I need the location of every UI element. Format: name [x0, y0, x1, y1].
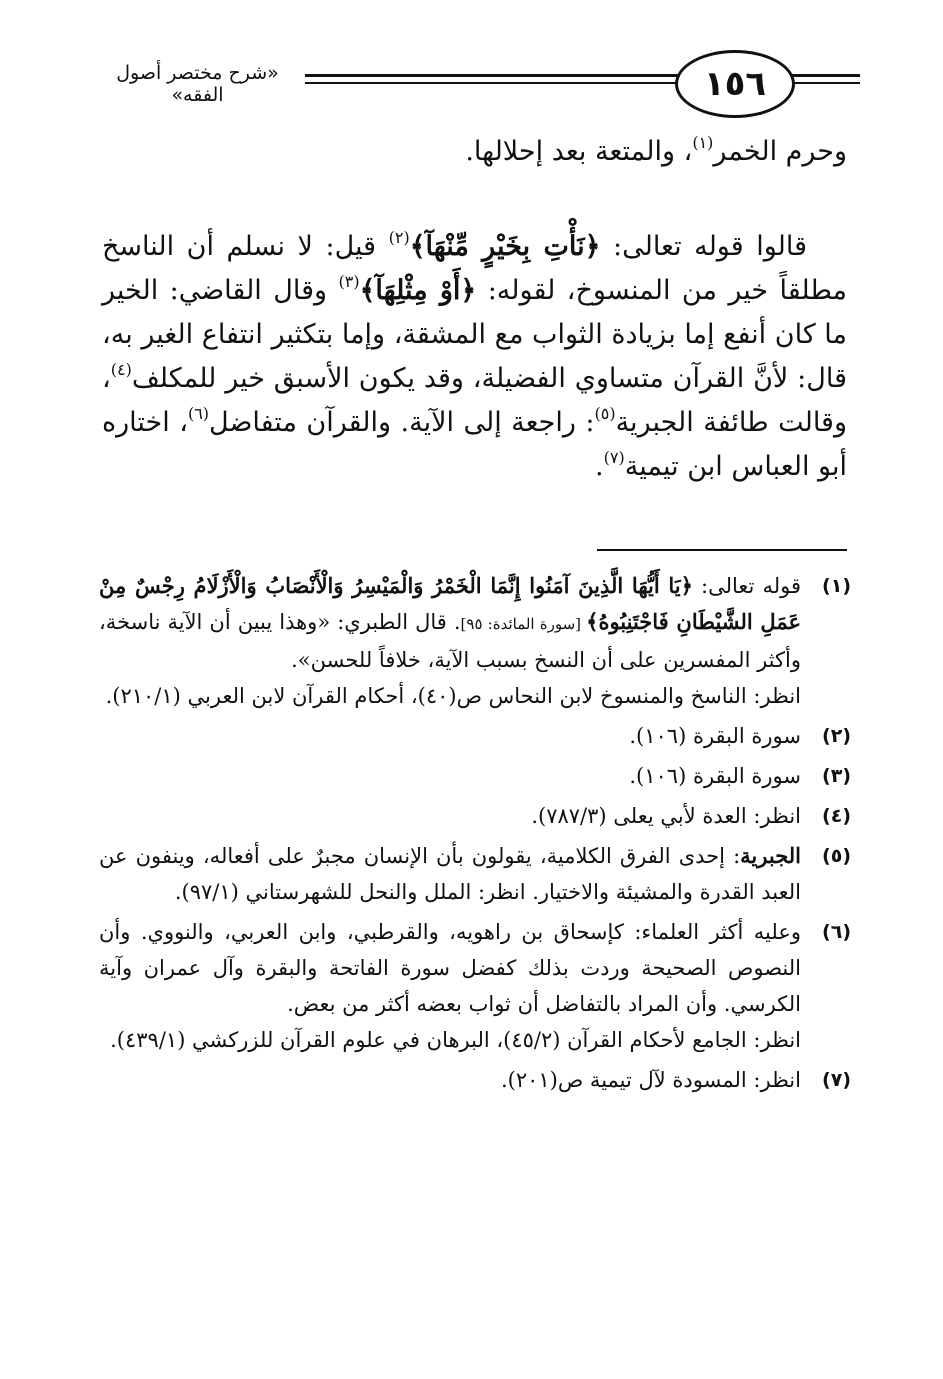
- main-text: : راجعة إلى الآية. والقرآن متفاضل: [209, 407, 595, 438]
- footnote-2: [99, 718, 851, 754]
- footnote-4: [99, 798, 851, 834]
- footnote-ref[interactable]: (٥): [594, 404, 616, 423]
- footnote-text: انظر: الجامع لأحكام القرآن (٤٥/٢)، البرهان في علوم القرآن للزركشي (٤٣٩/١).: [110, 1028, 801, 1052]
- footnote-body: انظر: العدة لأبي يعلى (٧٨٧/٣).: [531, 804, 801, 828]
- footnote-5: [99, 838, 851, 910]
- footnote-separator: [597, 549, 847, 551]
- footnote-number: (٦): [822, 921, 851, 943]
- main-text: ، وقالت طائفة الجبرية: [102, 363, 847, 438]
- footnote-text: قوله تعالى:: [692, 574, 802, 598]
- running-title: «شرح مختصر أصول الفقه»: [90, 62, 305, 106]
- footnote-text: انظر: الناسخ والمنسوخ لابن النحاس ص(٤٠)، أحكام القرآن لابن العربي (٢١٠/١).: [105, 684, 801, 708]
- main-text: .: [595, 451, 604, 482]
- footnote-3: [99, 758, 851, 794]
- footnote-number: (٣): [822, 765, 851, 787]
- main-paragraph-2: [102, 225, 847, 489]
- footnote-text: : إحدى الفرق الكلامية، يقولون بأن الإنسان مجبرٌ على أفعاله، وينفون عن العبد القدرة والمشيئة والاختيار. انظر: الملل والنحل للشهرستاني (٩٧/١).: [99, 844, 801, 904]
- quran-verse: ﴿يَا أَيُّهَا الَّذِينَ آمَنُوا إِنَّمَا الْخَمْرُ وَالْمَيْسِرُ وَالْأَنْصَابُ وَالْأَزْلَامُ رِجْسٌ مِنْ عَمَلِ الشَّيْطَانِ فَاجْتَنِبُوهُ﴾: [99, 573, 801, 634]
- main-text: ، اختاره أبو العباس ابن تيمية: [102, 407, 847, 482]
- footnote-number: (٥): [822, 845, 851, 867]
- footnote-ref[interactable]: (٤): [110, 360, 132, 379]
- main-paragraph-1: [102, 130, 847, 174]
- footnote-body: سورة البقرة (١٠٦).: [629, 764, 801, 788]
- footnote-text: . قال الطبري: «وهذا يبين أن الآية ناسخة، وأكثر المفسرين على أن النسخ بسبب الآية، خلافاً للحسن».: [99, 610, 801, 672]
- footnote-6: [99, 914, 851, 1058]
- footnote-1: [99, 568, 851, 714]
- main-text: ، والمتعة بعد إحلالها.: [465, 136, 693, 167]
- main-text: قيل: لا نسلم أن الناسخ مطلقاً خير من المنسوخ، لقوله:: [102, 231, 847, 306]
- footnote-number: (١): [822, 575, 851, 597]
- footnote-ref[interactable]: (٢): [388, 228, 410, 247]
- main-text: وحرم الخمر: [713, 136, 847, 167]
- footnote-ref[interactable]: (٧): [603, 448, 625, 467]
- footnote-text: وعليه أكثر العلماء: كإسحاق بن راهويه، والقرطبي، وابن العربي، والنووي. وأن النصوص الصحيحة وردت بذلك كفضل سورة الفاتحة والبقرة وآل عمران وآية الكرسي. وأن المراد بالتفاضل أن ثواب بعضه أكثر من بعض.: [99, 920, 801, 1016]
- quran-verse: ﴿أَوْ مِثْلِهَآ﴾: [359, 275, 477, 306]
- footnote-number: (٤): [822, 805, 851, 827]
- main-text: وقال القاضي: الخير ما كان أنفع إما بزيادة الثواب مع المشقة، وإما بتكثير انتفاع الغير به، قال: لأنَّ القرآن متساوي الفضيلة، وقد يكون الأسبق خير للمكلف: [102, 275, 847, 394]
- footnote-ref[interactable]: (٣): [338, 272, 360, 291]
- main-text: قالوا قوله تعالى:: [600, 231, 807, 262]
- footnote-body: سورة البقرة (١٠٦).: [629, 724, 801, 748]
- defined-term: الجبرية: [740, 843, 801, 868]
- page-number: ١٥٦: [675, 50, 795, 118]
- page-header: [90, 40, 860, 120]
- footnote-body: [99, 568, 801, 714]
- footnote-number: (٢): [822, 725, 851, 747]
- surah-reference: [سورة المائدة: ٩٥]: [460, 615, 587, 633]
- footnote-ref[interactable]: (١): [692, 133, 714, 152]
- footnote-ref[interactable]: (٦): [187, 404, 210, 423]
- footnotes: [99, 568, 851, 1102]
- footnote-body: [99, 914, 801, 1058]
- footnote-7: [99, 1062, 851, 1098]
- footnote-body: انظر: المسودة لآل تيمية ص(٢٠١).: [500, 1068, 801, 1092]
- footnote-body: [99, 838, 801, 910]
- footnote-number: (٧): [822, 1069, 851, 1091]
- quran-verse: ﴿نَأْتِ بِخَيْرٍ مِّنْهَآ﴾: [409, 231, 601, 262]
